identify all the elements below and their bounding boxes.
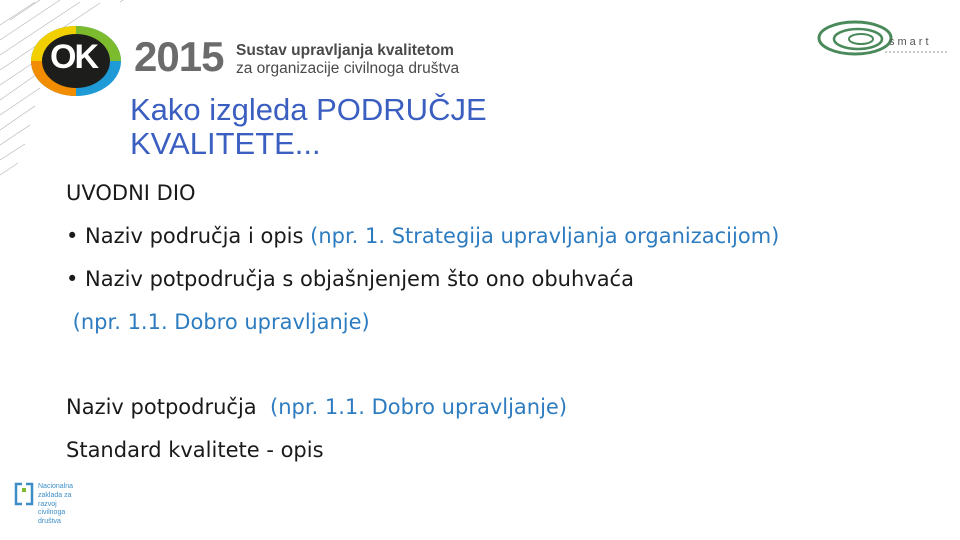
slide-body bbox=[66, 172, 779, 472]
slide-title bbox=[130, 93, 487, 161]
nzrcd-logo-text bbox=[38, 483, 73, 527]
bullet-1-text: • Naziv područja i opis bbox=[66, 224, 311, 248]
standard-description: Standard kvalitete - opis bbox=[66, 438, 324, 462]
brand-tagline-line1: Sustav upravljanja kvalitetom bbox=[236, 42, 454, 59]
brand-year: 2015 bbox=[134, 33, 224, 80]
slide-title-line2: KVALITETE... bbox=[130, 126, 321, 161]
brand-tagline bbox=[236, 42, 459, 78]
brand-tagline-line2: za organizacije civilnoga društva bbox=[236, 60, 460, 77]
bullet-2-example: (npr. 1.1. Dobro upravljanje) bbox=[66, 310, 370, 334]
smart-logo-text: smart bbox=[889, 36, 932, 48]
bullet-1-example: (npr. 1. Strategija upravljanja organizacijom) bbox=[310, 224, 780, 248]
nzrcd-line4: civilnoga bbox=[38, 509, 66, 517]
section-heading: UVODNI DIO bbox=[66, 181, 196, 205]
nzrcd-line5: društva bbox=[38, 518, 61, 526]
nzrcd-line3: razvoj bbox=[38, 500, 57, 508]
bullet-2: • Naziv potpodručja s objašnjenjem što ono obuhvaća bbox=[66, 267, 634, 291]
subarea-name-line bbox=[66, 386, 779, 429]
subarea-name-text: Naziv potpodručja bbox=[66, 395, 264, 419]
nzrcd-line2: zaklada za bbox=[38, 491, 72, 499]
nzrcd-line1: Nacionalna bbox=[38, 483, 74, 490]
subarea-name-example: (npr. 1.1. Dobro upravljanje) bbox=[263, 395, 568, 419]
ok-logo-text: OK bbox=[50, 38, 97, 76]
bullet-1 bbox=[66, 215, 779, 258]
slide-title-line1: Kako izgleda PODRUČJE bbox=[130, 92, 487, 127]
